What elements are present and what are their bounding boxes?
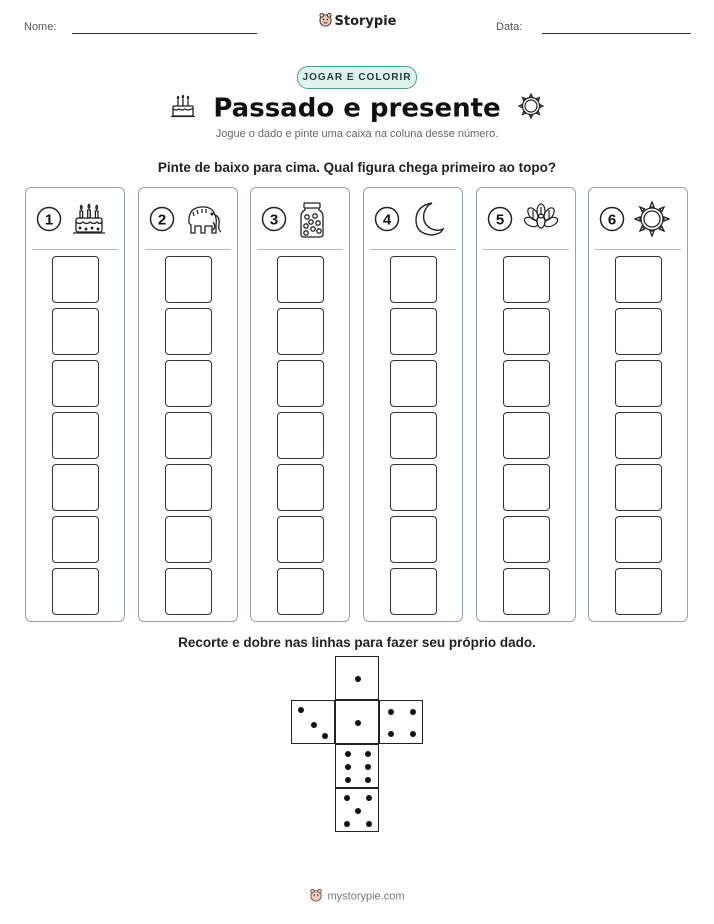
- column-divider: [257, 249, 343, 250]
- color-box[interactable]: [615, 360, 662, 407]
- dice-pip: [365, 751, 371, 757]
- color-box[interactable]: [165, 464, 212, 511]
- dice-pip: [355, 720, 361, 726]
- color-box[interactable]: [52, 412, 99, 459]
- column-number-badge: [261, 206, 287, 237]
- page-title: [0, 92, 714, 125]
- color-box[interactable]: [615, 308, 662, 355]
- color-box[interactable]: [390, 308, 437, 355]
- cut-instruction: Recorte e dobre nas linhas para fazer seu próprio dado.: [178, 635, 536, 650]
- column-number-badge: [374, 206, 400, 237]
- color-box[interactable]: [503, 412, 550, 459]
- column-number: 6: [607, 211, 617, 229]
- column-number-badge: [599, 206, 625, 237]
- dice-pip: [344, 821, 350, 827]
- color-box[interactable]: [503, 464, 550, 511]
- dice-pip: [298, 707, 304, 713]
- column-4: [363, 187, 463, 622]
- dice-pip: [322, 733, 328, 739]
- dice-face-1: [335, 656, 379, 700]
- name-line: [72, 33, 257, 34]
- moon-icon: [408, 200, 446, 243]
- dice-pip: [388, 731, 394, 737]
- dice-pip: [345, 764, 351, 770]
- dice-pip: [410, 709, 416, 715]
- color-box[interactable]: [277, 360, 324, 407]
- column-number-badge: [36, 206, 62, 237]
- color-box[interactable]: [390, 464, 437, 511]
- footer-logo-icon: [309, 888, 323, 905]
- column-number: 3: [269, 211, 279, 229]
- column-number: 4: [382, 211, 392, 229]
- column-divider: [483, 249, 569, 250]
- column-1: [25, 187, 125, 622]
- color-box[interactable]: [165, 360, 212, 407]
- color-box[interactable]: [52, 568, 99, 615]
- column-2: [138, 187, 238, 622]
- color-box[interactable]: [277, 464, 324, 511]
- color-box[interactable]: [390, 516, 437, 563]
- footer: [0, 888, 714, 905]
- color-box[interactable]: [503, 568, 550, 615]
- dice-pip: [366, 821, 372, 827]
- dice-pip: [365, 777, 371, 783]
- color-box[interactable]: [277, 568, 324, 615]
- column-6: [588, 187, 688, 622]
- color-box[interactable]: [52, 464, 99, 511]
- dice-pip: [355, 676, 361, 682]
- activity-tag: JOGAR E COLORIR: [297, 66, 417, 89]
- dice-face-1: [335, 700, 379, 744]
- seeds-icon: [521, 200, 561, 239]
- color-box[interactable]: [277, 516, 324, 563]
- color-box[interactable]: [390, 412, 437, 459]
- cake-icon: [70, 200, 108, 243]
- column-divider: [595, 249, 681, 250]
- column-divider: [370, 249, 456, 250]
- color-box[interactable]: [615, 256, 662, 303]
- column-divider: [145, 249, 231, 250]
- color-box[interactable]: [390, 568, 437, 615]
- color-box[interactable]: [165, 568, 212, 615]
- dice-face-4: [379, 700, 423, 744]
- color-box[interactable]: [390, 360, 437, 407]
- color-box[interactable]: [390, 256, 437, 303]
- column-number: 2: [157, 211, 167, 229]
- date-label: Data:: [496, 21, 523, 33]
- column-3: [250, 187, 350, 622]
- color-box[interactable]: [503, 516, 550, 563]
- color-box[interactable]: [503, 256, 550, 303]
- color-box[interactable]: [277, 256, 324, 303]
- subtitle: Jogue o dado e pinte uma caixa na coluna desse número.: [215, 128, 499, 140]
- color-box[interactable]: [503, 360, 550, 407]
- brand-name: Storypie: [334, 14, 397, 29]
- footer-url: mystorypie.com: [327, 890, 405, 903]
- color-box[interactable]: [165, 412, 212, 459]
- storypie-logo-icon: [318, 12, 333, 31]
- dice-pip: [311, 722, 317, 728]
- title-sun-icon: [517, 92, 545, 125]
- dice-pip: [355, 808, 361, 814]
- dice-pip: [344, 795, 350, 801]
- column-number-badge: [487, 206, 513, 237]
- dice-pip: [388, 709, 394, 715]
- instruction: Pinte de baixo para cima. Qual figura chega primeiro ao topo?: [157, 160, 557, 175]
- dice-face-6: [335, 744, 379, 788]
- color-box[interactable]: [277, 412, 324, 459]
- color-box[interactable]: [165, 308, 212, 355]
- title-cake-icon: [169, 92, 197, 125]
- color-box[interactable]: [52, 308, 99, 355]
- date-line: [542, 33, 691, 34]
- jar-icon: [295, 200, 329, 245]
- color-box[interactable]: [503, 308, 550, 355]
- color-box[interactable]: [52, 256, 99, 303]
- color-box[interactable]: [615, 412, 662, 459]
- color-box[interactable]: [52, 360, 99, 407]
- color-box[interactable]: [615, 516, 662, 563]
- color-box[interactable]: [165, 256, 212, 303]
- dice-face-5: [335, 788, 379, 832]
- color-box[interactable]: [165, 516, 212, 563]
- dice-pip: [345, 751, 351, 757]
- column-number: 1: [44, 211, 54, 229]
- color-box[interactable]: [52, 516, 99, 563]
- column-number: 5: [495, 211, 505, 229]
- dice-pip: [410, 731, 416, 737]
- dice-pip: [365, 764, 371, 770]
- dice-pip: [366, 795, 372, 801]
- column-divider: [32, 249, 118, 250]
- brand-logo: [0, 12, 714, 31]
- color-box[interactable]: [615, 464, 662, 511]
- column-5: [476, 187, 576, 622]
- column-number-badge: [149, 206, 175, 237]
- dice-pip: [345, 777, 351, 783]
- color-box[interactable]: [277, 308, 324, 355]
- mammoth-icon: [183, 200, 223, 243]
- color-box[interactable]: [615, 568, 662, 615]
- title-text: Passado e presente: [213, 93, 501, 124]
- sun-icon: [633, 200, 671, 243]
- dice-face-3: [291, 700, 335, 744]
- name-label: Nome:: [24, 21, 57, 33]
